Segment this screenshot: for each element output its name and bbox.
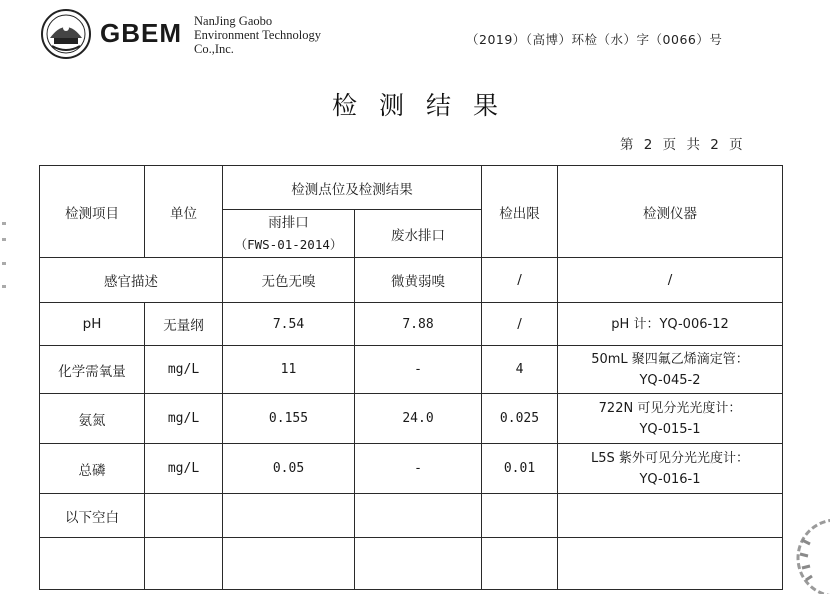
- header-limit: 检出限: [482, 166, 558, 258]
- row-value-1: 无色无嗅: [223, 258, 355, 303]
- table-row: [40, 303, 783, 346]
- company-name: NanJing Gaobo Environment Technology Co.,Inc.: [194, 14, 321, 56]
- row-item: 化学需氧量: [40, 346, 145, 394]
- row-instrument: pH 计：YQ-006-12: [558, 303, 783, 346]
- results-table: [39, 165, 783, 590]
- row-limit: 0.025: [482, 394, 558, 444]
- table-row: [40, 394, 783, 444]
- row-unit: mg/L: [145, 346, 223, 394]
- row-unit: mg/L: [145, 394, 223, 444]
- table-row: [40, 444, 783, 494]
- scan-mark: [2, 222, 6, 225]
- row-value-1: 0.05: [223, 444, 355, 494]
- page-number: 第 2 页 共 2 页: [620, 137, 746, 153]
- row-limit: /: [482, 258, 558, 303]
- row-unit: mg/L: [145, 444, 223, 494]
- row-instrument: L5S 紫外可见分光光度计： YQ-016-1: [558, 444, 783, 494]
- header-point1: 雨排口 （FWS-01-2014）: [223, 210, 355, 258]
- row-item: 总磷: [40, 444, 145, 494]
- scan-mark: [2, 285, 6, 288]
- scan-mark: [2, 238, 6, 241]
- table-row: [40, 538, 783, 590]
- header-group: 检测点位及检测结果: [223, 166, 482, 210]
- row-value-2: -: [355, 444, 482, 494]
- table-row: [40, 258, 783, 303]
- row-limit: 0.01: [482, 444, 558, 494]
- table-row: [40, 346, 783, 394]
- row-instrument: 50mL 聚四氟乙烯滴定管： YQ-045-2: [558, 346, 783, 394]
- row-item: 氨氮: [40, 394, 145, 444]
- header-item: 检测项目: [40, 166, 145, 258]
- row-value-2: 微黄弱嗅: [355, 258, 482, 303]
- row-limit: /: [482, 303, 558, 346]
- row-instrument: /: [558, 258, 783, 303]
- row-item: pH: [40, 303, 145, 346]
- row-value-2: 24.0: [355, 394, 482, 444]
- row-instrument: 722N 可见分光光度计： YQ-015-1: [558, 394, 783, 444]
- row-value-1: 0.155: [223, 394, 355, 444]
- page-title: 检测结果: [331, 91, 520, 120]
- row-value-2: -: [355, 346, 482, 394]
- row-value-1: 7.54: [223, 303, 355, 346]
- row-value-1: 11: [223, 346, 355, 394]
- seal-stamp-icon: [788, 510, 830, 594]
- header-point2: 废水排口: [355, 210, 482, 258]
- row-value-2: 7.88: [355, 303, 482, 346]
- row-limit: 4: [482, 346, 558, 394]
- company-emblem-icon: [40, 8, 92, 60]
- brand-name: GBEM: [100, 18, 182, 48]
- header-instrument: 检测仪器: [558, 166, 783, 258]
- scan-mark: [2, 262, 6, 265]
- document-number: （2019）（高博）环检（水）字（0066）号: [466, 32, 723, 47]
- table-row: [40, 494, 783, 538]
- row-unit: 无量纲: [145, 303, 223, 346]
- row-item: 以下空白: [40, 494, 145, 538]
- header-unit: 单位: [145, 166, 223, 258]
- row-item: 感官描述: [40, 258, 223, 303]
